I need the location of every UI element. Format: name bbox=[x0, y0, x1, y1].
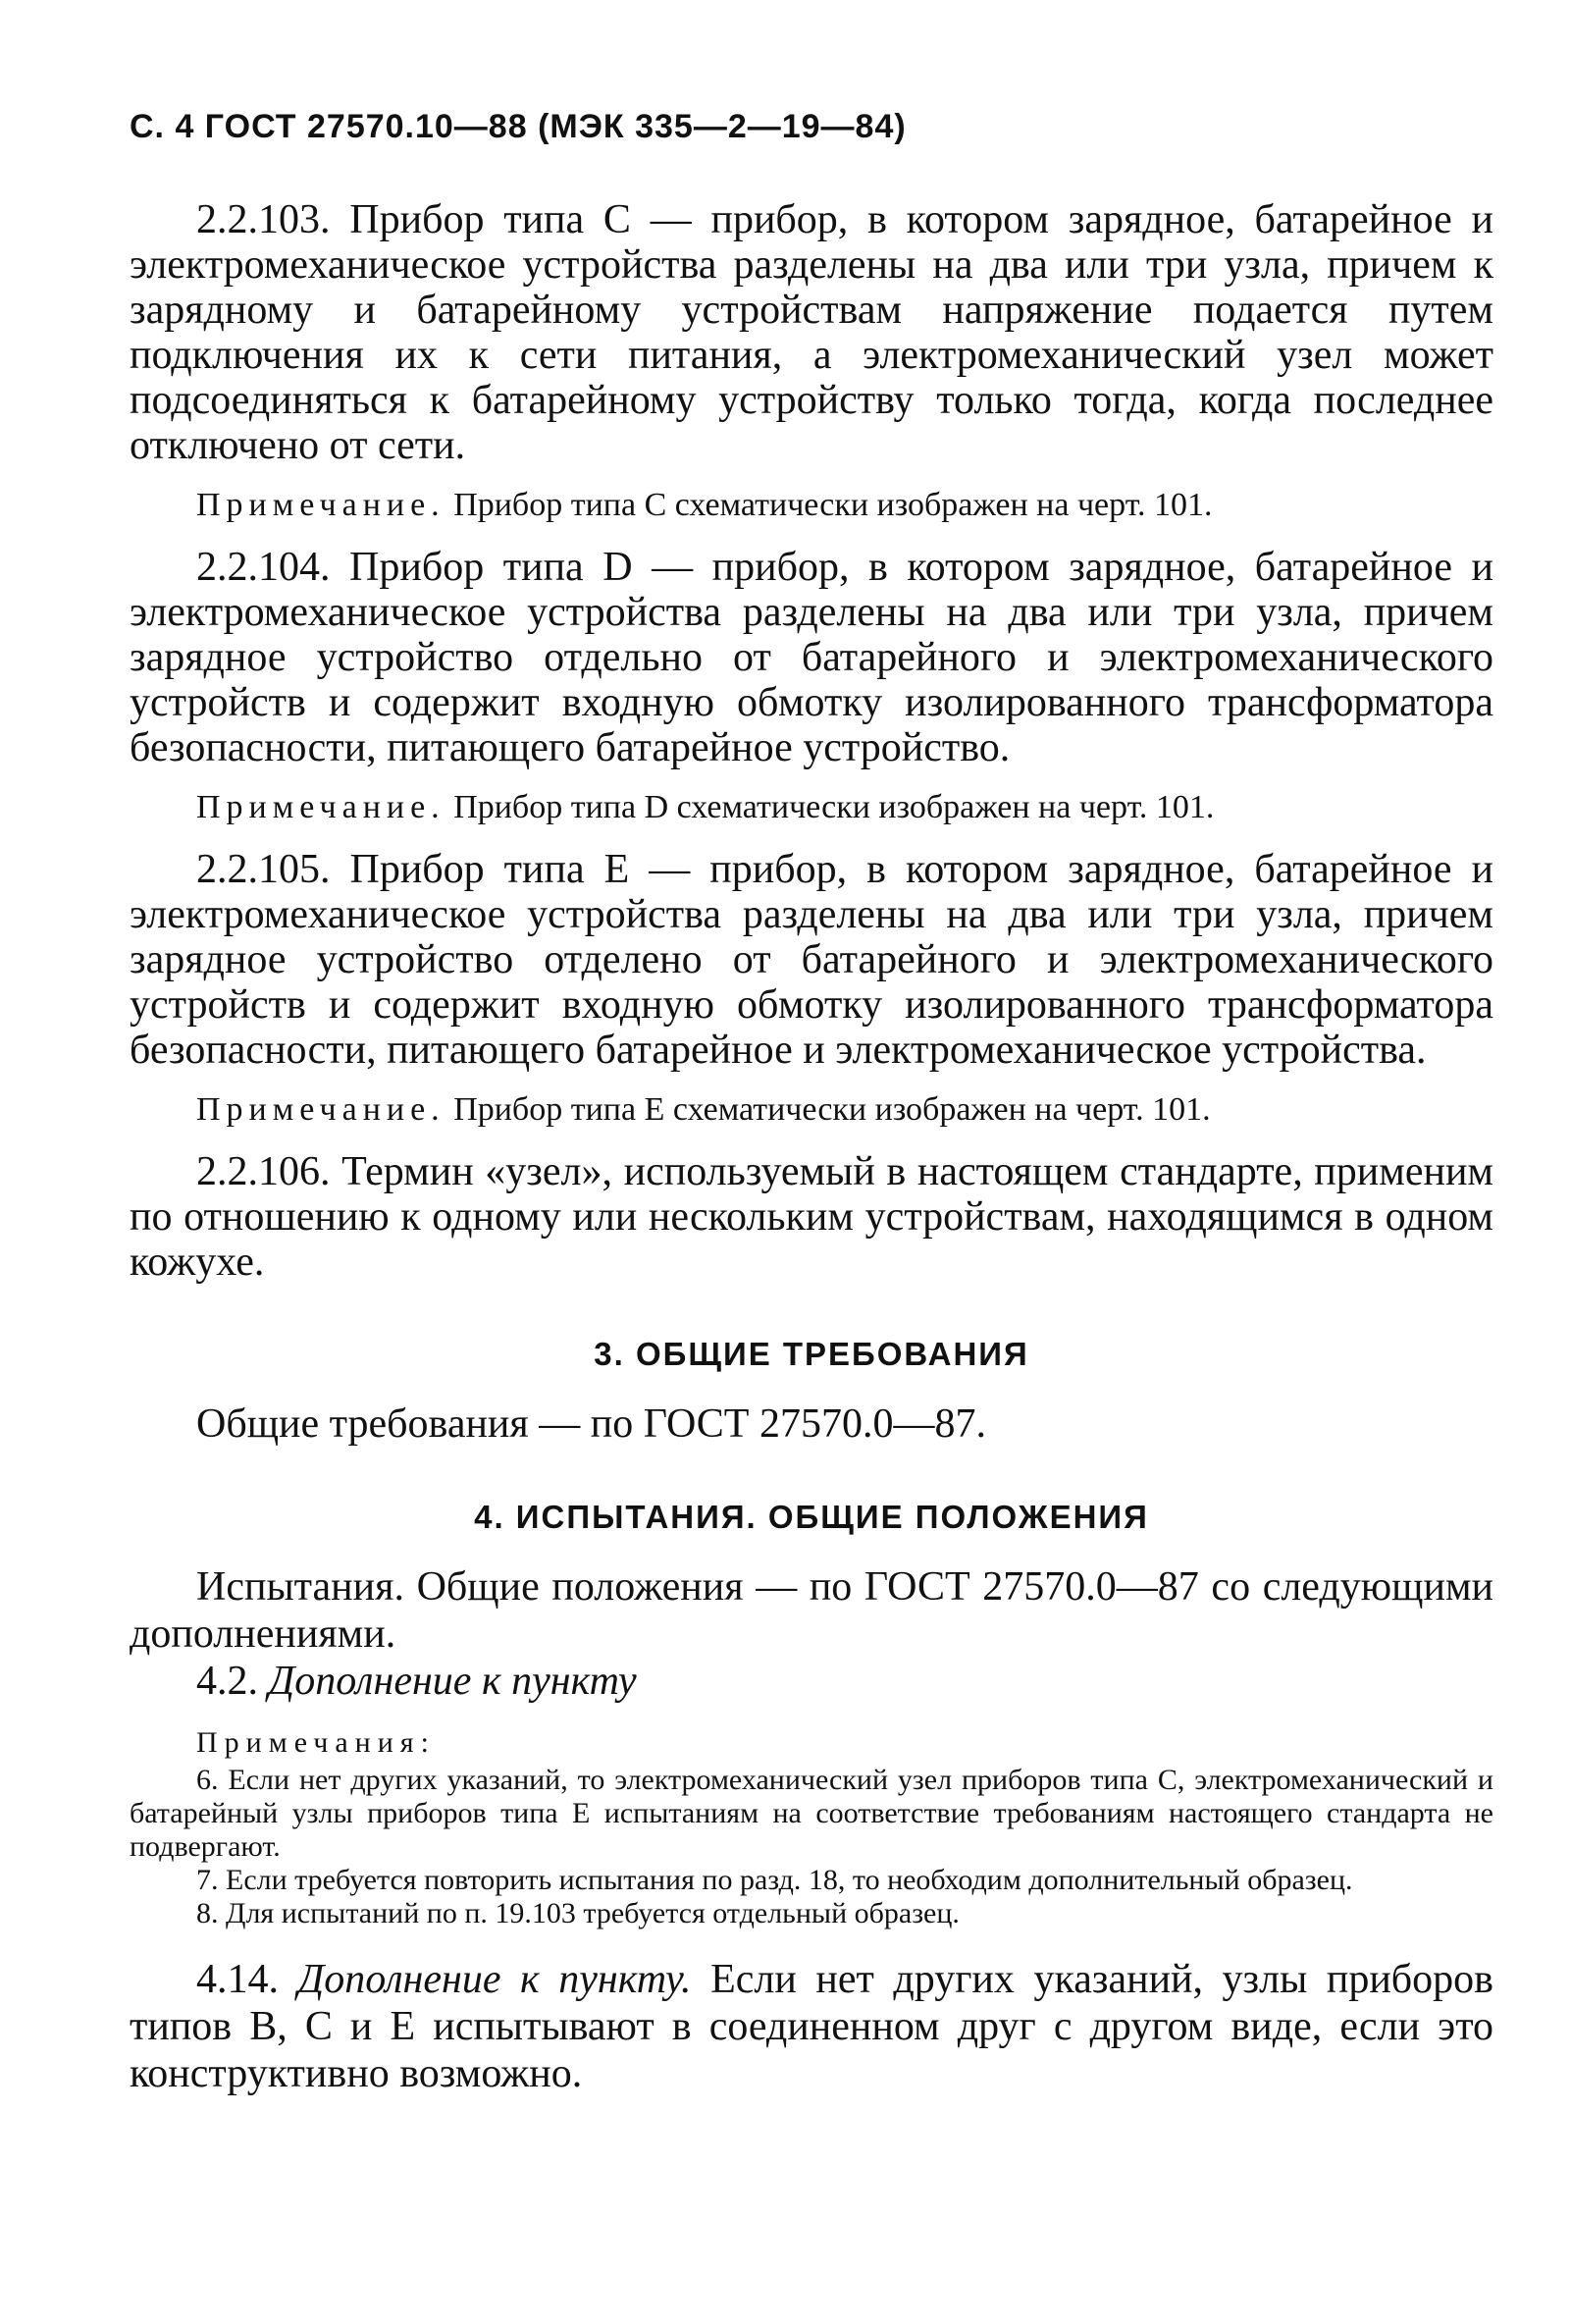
note-2-2-105 bbox=[130, 1090, 1493, 1130]
note-label: Примечание. bbox=[196, 487, 445, 523]
item-4-14-text: Если нет других указаний, узлы приборов типов В, С и Е испытывают в соединенном друг с другом виде, если это конструктивно возможно. bbox=[130, 1957, 1494, 2096]
paragraph-2-2-104: 2.2.104. Прибор типа D — прибор, в котором зарядное, батарейное и электромеханическое устройства разделены на два или три узла, причем зарядное устройство отдельно от батарейного и электромеханического устройств и содержит входную обмотку изолированного трансформатора безопасности, питающего батарейное устройство. bbox=[130, 545, 1493, 770]
section-3-text: Общие требования — по ГОСТ 27570.0—87. bbox=[196, 1401, 986, 1447]
paragraph-2-2-105: 2.2.105. Прибор типа Е — прибор, в котором зарядное, батарейное и электромеханическое устройства разделены на два или три узла, причем зарядное устройство отделено от батарейного и электромеханического устройств и содержит входную обмотку изолированного трансформатора безопасности, питающего батарейное и электромеханическое устройства. bbox=[130, 847, 1493, 1073]
item-4-14-title: Дополнение к пункту. bbox=[297, 1957, 692, 2002]
section-3-title: 3. ОБЩИЕ ТРЕБОВАНИЯ bbox=[594, 1336, 1029, 1372]
item-4-2-title: Дополнение к пункту bbox=[268, 1659, 637, 1704]
note-7: 7. Если требуется повторить испытания по разд. 18, то необходим дополнительный образец. bbox=[196, 1864, 1353, 1896]
note-label: Примечание. bbox=[196, 1091, 445, 1128]
item-4-2 bbox=[130, 1658, 1493, 1705]
section-4-text: Испытания. Общие положения — по ГОСТ 27570.0—87 со следующими дополнениями. bbox=[130, 1564, 1493, 1657]
note-6: 6. Если нет других указаний, то электромеханический узел приборов типа С, электромеханический и батарейный узлы приборов типа Е испытаниям на соответствие требованиям настоящего стандарта не подвергают. bbox=[130, 1764, 1493, 1863]
item-4-2-number: 4.2. bbox=[196, 1659, 258, 1704]
section-4-title: 4. ИСПЫТАНИЯ. ОБЩИЕ ПОЛОЖЕНИЯ bbox=[474, 1499, 1149, 1535]
note-2-2-103 bbox=[130, 486, 1493, 525]
notes-heading: Примечания: bbox=[196, 1726, 436, 1759]
note-2-2-104 bbox=[130, 788, 1493, 827]
note-text: Прибор типа D схематически изображен на черт. 101. bbox=[453, 789, 1215, 825]
paragraph-2-2-106: 2.2.106. Термин «узел», используемый в настоящем стандарте, применим по отношению к одному или нескольким устройствам, находящимся в одном кожухе. bbox=[130, 1149, 1493, 1285]
note-text: Прибор типа С схематически изображен на черт. 101. bbox=[453, 487, 1213, 523]
note-8: 8. Для испытаний по п. 19.103 требуется отдельный образец. bbox=[196, 1897, 960, 1929]
item-4-14-number: 4.14. bbox=[196, 1957, 279, 2002]
note-text: Прибор типа Е схематически изображен на черт. 101. bbox=[453, 1091, 1211, 1128]
document-page bbox=[130, 108, 1493, 2097]
page-header: С. 4 ГОСТ 27570.10—88 (МЭК 335—2—19—84) bbox=[130, 108, 907, 145]
item-4-14 bbox=[130, 1956, 1493, 2097]
note-label: Примечание. bbox=[196, 789, 445, 825]
paragraph-2-2-103: 2.2.103. Прибор типа С — прибор, в котором зарядное, батарейное и электромеханическое устройства разделены на два или три узла, причем к зарядному и батарейному устройствам напряжение подается путем подключения их к сети питания, а электромеханический узел может подсоединяться к батарейному устройству только тогда, когда последнее отключено от сети. bbox=[130, 197, 1493, 468]
